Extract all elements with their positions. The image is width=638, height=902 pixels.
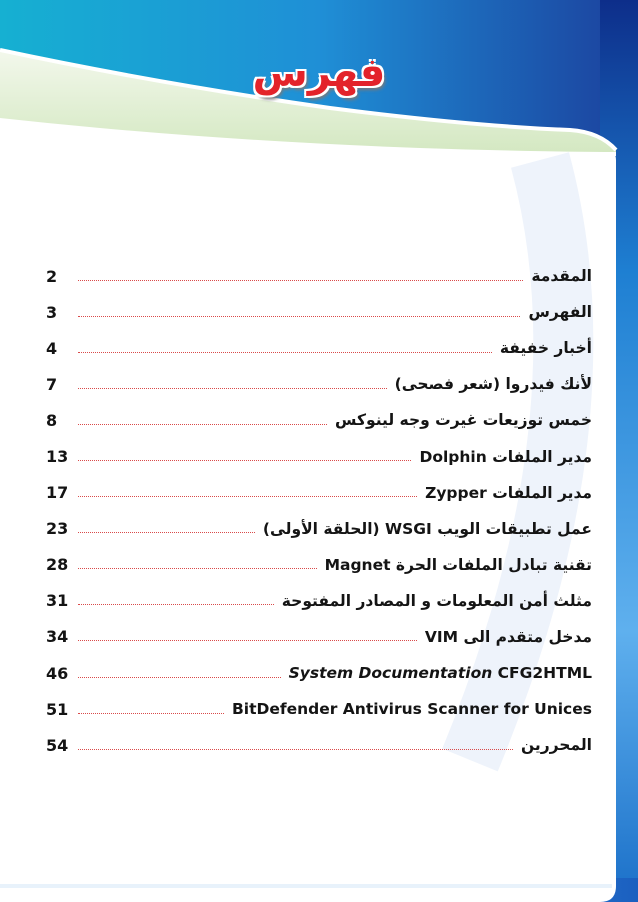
toc-entry-label: لأنك فيدروا (شعر فصحى): [394, 375, 592, 394]
toc-page-number: 8: [46, 410, 58, 430]
toc-dot-leader: [78, 388, 387, 389]
toc-dot-leader: [78, 316, 520, 317]
toc-entry-zypper[interactable]: [46, 475, 592, 511]
toc-entry-light-news[interactable]: [46, 330, 592, 366]
toc-entry-label: مدير الملفات Zypper: [425, 483, 592, 502]
toc-entry-dolphin[interactable]: [46, 438, 592, 474]
toc-dot-leader: [78, 496, 417, 497]
toc-entry-five-distros[interactable]: [46, 402, 592, 438]
toc-dot-leader: [78, 677, 281, 678]
toc-dot-leader: [78, 713, 224, 714]
toc-entry-label: تقنية تبادل الملفات الحرة Magnet: [324, 555, 592, 574]
toc-page-number: 13: [46, 447, 69, 467]
toc-entry-label: مدخل متقدم الى VIM: [424, 627, 592, 646]
toc-page-number: 31: [46, 591, 69, 611]
toc-entry-magnet[interactable]: [46, 547, 592, 583]
page-title: فهرس: [252, 50, 386, 96]
toc-entry-cfg2html[interactable]: [46, 655, 592, 691]
toc-entry-label: المحررين: [520, 736, 592, 755]
toc-entry-vim[interactable]: [46, 619, 592, 655]
toc-entry-label: مدير الملفات Dolphin: [419, 447, 592, 466]
toc-entry-index[interactable]: [46, 294, 592, 330]
toc-entry-bitdefender[interactable]: [46, 691, 592, 727]
toc-page-number: 34: [46, 627, 69, 647]
toc-entry-fedora-poem[interactable]: [46, 366, 592, 402]
toc-entry-label: المقدمة: [531, 267, 592, 286]
toc-dot-leader: [78, 280, 523, 281]
toc-entry-label: مثلث أمن المعلومات و المصادر المفتوحة: [281, 591, 592, 610]
toc-entry-label: خمس توزيعات غيرت وجه لينوكس: [335, 411, 592, 430]
toc-page-number: 3: [46, 302, 58, 322]
toc-entry-label: الفهرس: [528, 303, 592, 322]
toc-entry-wsgi[interactable]: [46, 511, 592, 547]
toc-page-number: 17: [46, 483, 69, 503]
toc-entry-security-triangle[interactable]: [46, 583, 592, 619]
toc-page-number: 46: [46, 663, 69, 683]
toc-entry-editors[interactable]: [46, 727, 592, 763]
toc-dot-leader: [78, 640, 417, 641]
toc-dot-leader: [78, 604, 274, 605]
toc-dot-leader: [78, 352, 492, 353]
toc-entry-label: أخبار خفيفة: [499, 339, 592, 358]
toc-page-number: 23: [46, 519, 69, 539]
toc-page-number: 54: [46, 735, 69, 755]
toc-dot-leader: [78, 749, 513, 750]
toc-entry-label: BitDefender Antivirus Scanner for Unices: [231, 700, 592, 719]
toc-page-number: 28: [46, 555, 69, 575]
toc-page-number: 2: [46, 266, 58, 286]
toc-page-number: 4: [46, 338, 58, 358]
toc-dot-leader: [78, 424, 327, 425]
toc-dot-leader: [78, 532, 255, 533]
toc-entry-label: System Documentation CFG2HTML: [288, 664, 592, 683]
table-of-contents: [46, 258, 592, 763]
toc-entry-label: عمل تطبيقات الويب WSGI (الحلقة الأولى): [262, 519, 592, 538]
toc-entry-introduction[interactable]: [46, 258, 592, 294]
toc-dot-leader: [78, 460, 411, 461]
toc-page-number: 51: [46, 699, 69, 719]
toc-page-number: 7: [46, 374, 58, 394]
toc-dot-leader: [78, 568, 317, 569]
